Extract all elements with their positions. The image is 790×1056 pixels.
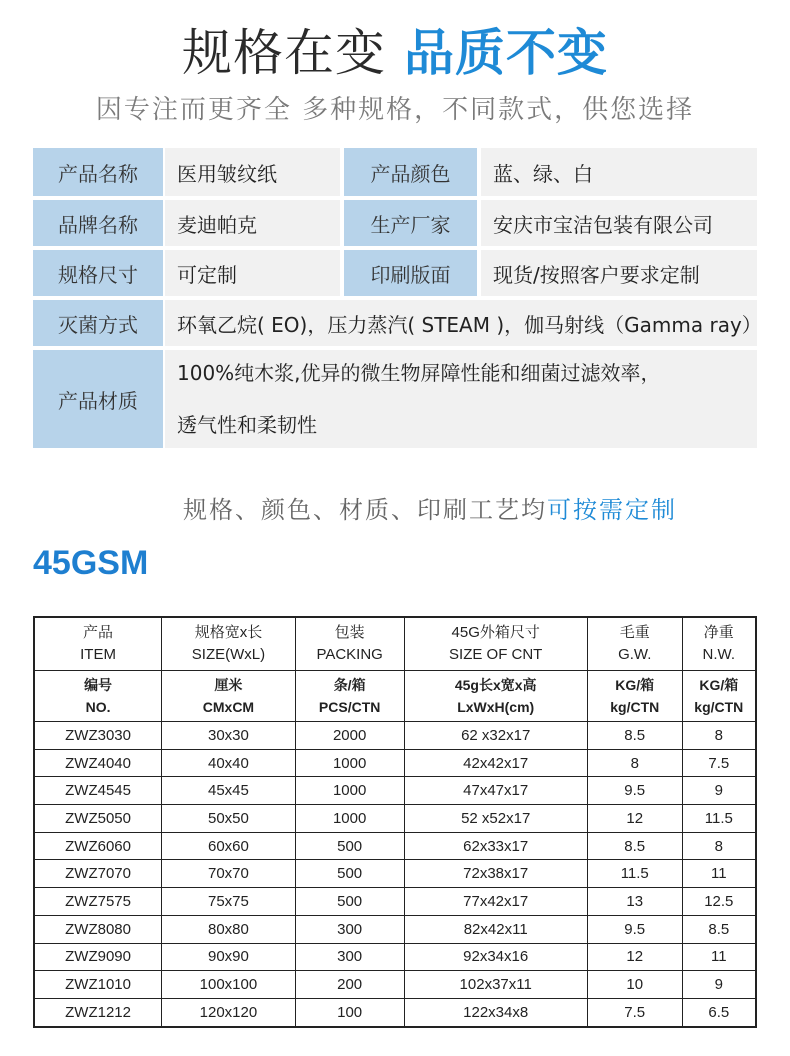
table-cell: 10 [587, 971, 682, 999]
table-row [34, 777, 756, 805]
table-cell: 7.5 [682, 749, 756, 777]
info-label: 生产厂家 [344, 200, 477, 246]
note-highlight: 可按需定制 [547, 496, 677, 524]
header-line: 净重 [703, 624, 734, 641]
table-cell: 8 [587, 749, 682, 777]
table-cell: ZWZ6060 [34, 832, 162, 860]
header-line: 规格宽x长 [194, 624, 263, 641]
header-line: G.W. [618, 646, 652, 663]
table-cell: 8.5 [587, 832, 682, 860]
header-line: NO. [85, 699, 111, 715]
info-value: 医用皱纹纸 [165, 148, 340, 196]
table-header-cell [295, 617, 404, 671]
table-cell: ZWZ9090 [34, 943, 162, 971]
info-value [165, 350, 757, 448]
table-cell: 300 [295, 943, 404, 971]
header-line: KG/箱 [699, 677, 739, 693]
header-line: 45g长x宽x高 [454, 677, 537, 693]
info-row [33, 300, 762, 346]
header-line: CMxCM [202, 699, 255, 715]
table-cell: ZWZ1212 [34, 998, 162, 1026]
table-cell: 300 [295, 915, 404, 943]
info-label: 产品材质 [33, 350, 163, 448]
subtitle: 因专注而更齐全 多种规格，不同款式，供您选择 [95, 95, 695, 125]
info-row [33, 350, 757, 448]
info-label: 灭菌方式 [33, 300, 163, 346]
table-row [34, 998, 756, 1026]
table-header-cell [682, 617, 756, 671]
info-value: 蓝、绿、白 [481, 148, 757, 196]
table-cell: ZWZ7070 [34, 860, 162, 888]
header-line: ITEM [80, 646, 116, 663]
table-header-cell [404, 617, 587, 671]
table-cell: 2000 [295, 722, 404, 750]
table-cell: ZWZ3030 [34, 722, 162, 750]
header-line: LxWxH(cm) [457, 699, 535, 715]
table-cell: 60x60 [162, 832, 296, 860]
table-cell: 12 [587, 805, 682, 833]
table-cell: ZWZ4545 [34, 777, 162, 805]
table-cell: 70x70 [162, 860, 296, 888]
info-value: 现货/按照客户要求定制 [481, 250, 757, 296]
table-cell: 1000 [295, 805, 404, 833]
info-label: 产品颜色 [344, 148, 477, 196]
header-line: 毛重 [619, 624, 650, 641]
table-cell: 9 [682, 971, 756, 999]
table-cell: 9.5 [587, 915, 682, 943]
customization-note [0, 490, 790, 530]
table-cell: 72x38x17 [404, 860, 587, 888]
table-cell: 8.5 [587, 722, 682, 750]
table-cell: ZWZ7575 [34, 888, 162, 916]
table-row [34, 749, 756, 777]
table-cell: 100x100 [162, 971, 296, 999]
table-cell: 200 [295, 971, 404, 999]
table-cell: ZWZ4040 [34, 749, 162, 777]
table-cell: 75x75 [162, 888, 296, 916]
header-line: KG/箱 [615, 677, 655, 693]
material-line: 透气性和柔韧性 [177, 413, 317, 437]
info-value: 麦迪帕克 [165, 200, 340, 246]
table-row [34, 805, 756, 833]
table-cell: 62 x32x17 [404, 722, 587, 750]
table-header-row [34, 671, 756, 722]
table-cell: 50x50 [162, 805, 296, 833]
info-label: 产品名称 [33, 148, 163, 196]
table-cell: 90x90 [162, 943, 296, 971]
header-line: PCS/CTN [318, 699, 381, 715]
info-value: 安庆市宝洁包装有限公司 [481, 200, 757, 246]
table-cell: 100 [295, 998, 404, 1026]
table-cell: 102x37x11 [404, 971, 587, 999]
table-header-cell [404, 671, 587, 722]
table-cell: 42x42x17 [404, 749, 587, 777]
header-line: 厘米 [214, 677, 243, 693]
info-value: 环氧乙烷( EO)，压力蒸汽( STEAM )，伽马射线（Gamma ray） [165, 300, 757, 346]
product-info-grid [33, 148, 762, 452]
header-line: 条/箱 [333, 677, 366, 693]
table-header-cell [34, 617, 162, 671]
table-header-cell [162, 671, 296, 722]
header-line: 编号 [84, 677, 113, 693]
table-cell: ZWZ5050 [34, 805, 162, 833]
header-line: PACKING [316, 646, 383, 663]
material-line: 100%纯木浆,优异的微生物屏障性能和细菌过滤效率， [177, 361, 661, 385]
table-cell: 9.5 [587, 777, 682, 805]
table-cell: 500 [295, 832, 404, 860]
title-part2: 品质不变 [404, 24, 608, 82]
table-cell: 8 [682, 832, 756, 860]
header-line: SIZE(WxL) [191, 646, 266, 663]
table-row [34, 832, 756, 860]
note-text: 规格、颜色、材质、印刷工艺均 [183, 496, 547, 524]
info-row [33, 148, 757, 196]
header-line: SIZE OF CNT [449, 646, 543, 663]
table-header-cell [587, 617, 682, 671]
header-line: kg/CTN [610, 699, 660, 715]
table-header-cell [162, 617, 296, 671]
header-line: 产品 [83, 624, 114, 641]
table-cell: 9 [682, 777, 756, 805]
table-cell: ZWZ1010 [34, 971, 162, 999]
table-row [34, 722, 756, 750]
table-cell: 7.5 [587, 998, 682, 1026]
title-part1: 规格在变 [182, 24, 386, 82]
info-label: 规格尺寸 [33, 250, 163, 296]
table-cell: 45x45 [162, 777, 296, 805]
table-cell: 122x34x8 [404, 998, 587, 1026]
section-title: 45GSM [33, 544, 149, 582]
info-row [33, 250, 757, 296]
header-line: 45G外箱尺寸 [451, 624, 540, 641]
table-row [34, 943, 756, 971]
table-cell: 62x33x17 [404, 832, 587, 860]
table-header-row [34, 617, 756, 671]
page-title [0, 18, 790, 88]
table-cell: 13 [587, 888, 682, 916]
table-cell: 1000 [295, 749, 404, 777]
info-label: 品牌名称 [33, 200, 163, 246]
table-row [34, 860, 756, 888]
table-row [34, 888, 756, 916]
table-cell: 12.5 [682, 888, 756, 916]
table-cell: 12 [587, 943, 682, 971]
table-cell: 11.5 [682, 805, 756, 833]
table-cell: 82x42x11 [404, 915, 587, 943]
table-header-cell [682, 671, 756, 722]
table-cell: 92x34x16 [404, 943, 587, 971]
info-label: 印刷版面 [344, 250, 477, 296]
table-cell: 8.5 [682, 915, 756, 943]
table-cell: 500 [295, 888, 404, 916]
table-header-cell [34, 671, 162, 722]
table-cell: 500 [295, 860, 404, 888]
table-cell: 120x120 [162, 998, 296, 1026]
table-cell: 47x47x17 [404, 777, 587, 805]
table-header-cell [587, 671, 682, 722]
table-cell: ZWZ8080 [34, 915, 162, 943]
table-cell: 11 [682, 943, 756, 971]
spec-table [33, 616, 757, 1028]
table-cell: 1000 [295, 777, 404, 805]
table-header-cell [295, 671, 404, 722]
info-row [33, 200, 757, 246]
header-line: N.W. [702, 646, 736, 663]
table-cell: 52 x52x17 [404, 805, 587, 833]
header-line: kg/CTN [694, 699, 744, 715]
table-cell: 80x80 [162, 915, 296, 943]
header-line: 包装 [334, 624, 365, 641]
table-row [34, 971, 756, 999]
table-cell: 11 [682, 860, 756, 888]
info-value: 可定制 [165, 250, 340, 296]
table-cell: 77x42x17 [404, 888, 587, 916]
table-cell: 8 [682, 722, 756, 750]
table-cell: 40x40 [162, 749, 296, 777]
table-row [34, 915, 756, 943]
table-cell: 11.5 [587, 860, 682, 888]
table-cell: 30x30 [162, 722, 296, 750]
table-cell: 6.5 [682, 998, 756, 1026]
